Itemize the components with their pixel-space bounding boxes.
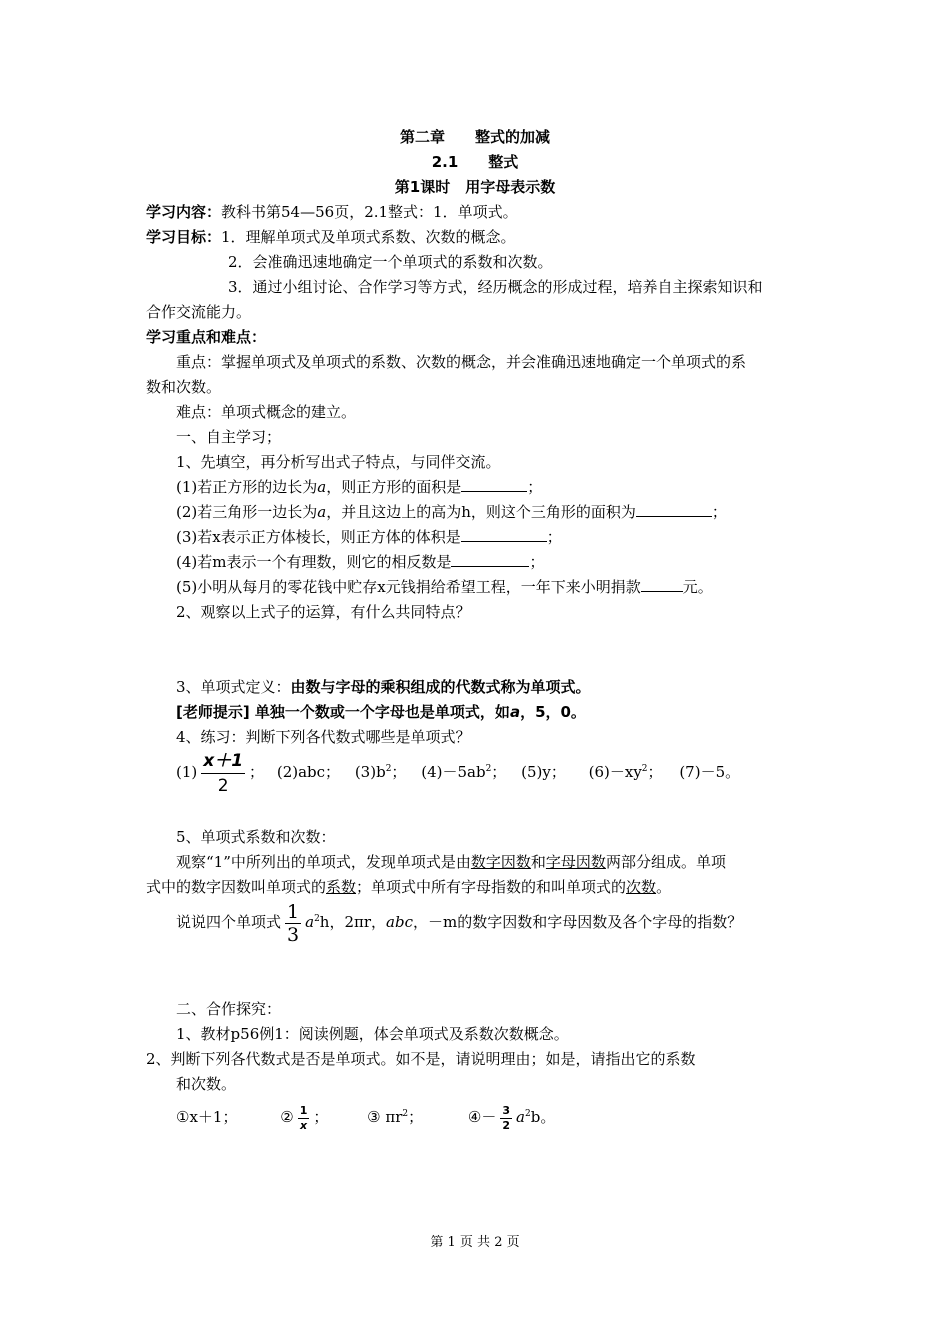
monomial-definition: 由数与字母的乘积组成的代数式称为单项式。 (290, 678, 591, 696)
discussion-prompt: 说说四个单项式 $\frac{1}{3}$ $a^2h$，2πr，abc，－m的数字因数和字母因数及各个字母的指数？ (176, 900, 743, 946)
goal-1: 1．理解单项式及单项式系数、次数的概念。 (221, 228, 516, 246)
fill-item-3: (3)若x表示正方体棱长，则正方体的体积是 ； (176, 528, 562, 546)
answer-blank[interactable] (451, 552, 529, 567)
answer-blank[interactable] (461, 477, 527, 492)
teacher-tip: [老师提示] 单独一个数或一个字母也是单项式，如a，5，0。 (176, 703, 586, 721)
question-5: 5、单项式系数和次数： (176, 828, 336, 846)
observe-line1: 观察“1”中所列出的单项式，发现单项式是由数字因数和字母因数两部分组成。单项 (176, 853, 726, 871)
fill-item-4: (4)若m表示一个有理数，则它的相反数是 ； (176, 553, 545, 571)
lesson-title: 第1课时 用字母表示数 (394, 178, 556, 196)
fraction-one-over-x: $\frac{1}{x}$ (299, 1103, 308, 1132)
part2-question-1: 1、教材p56例1：阅读例题，体会单项式及系数次数概念。 (176, 1025, 569, 1043)
page-footer: 第 1 页 共 2 页 (430, 1235, 520, 1250)
learning-goals (146, 226, 516, 248)
answer-blank[interactable] (636, 502, 712, 517)
answer-blank[interactable] (641, 577, 683, 592)
goal-3-line2: 合作交流能力。 (146, 303, 252, 321)
exercise-list: (1) $\frac{x+1}{2}$ ； (2)abc； $(3)b^2$； $(4)-5ab^2$； (5)y； $(6)-xy^2$； (7)－5。 (176, 750, 741, 796)
fraction-three-halves: $\frac{3}{2}$ (502, 1103, 511, 1132)
answer-blank[interactable] (461, 527, 547, 542)
fill-item-2: (2)若三角形一边长为a，并且这边上的高为h，则这个三角形的面积为 ； (176, 503, 727, 521)
fill-item-1: (1)若正方形的边长为a，则正方形的面积是 ； (176, 478, 543, 496)
judge-list: ①x＋1； ② $\frac{1}{x}$ ； ③ $\pi r^2$； ④－ $\frac{3}{2}$ $a^2b$。 (176, 1103, 556, 1132)
fill-item-5: (5)小明从每月的零花钱中贮存x元钱捐给希望工程，一年下来小明捐款 元。 (176, 578, 713, 596)
question-3: 3、单项式定义：由数与字母的乘积组成的代数式称为单项式。 (176, 678, 591, 696)
chapter-title: 第二章 整式的加减 (399, 128, 550, 146)
difficulty: 难点：单项式概念的建立。 (176, 403, 357, 421)
content-text: 教科书第54—56页，2.1整式：1．单项式。 (221, 203, 518, 221)
fraction-x-plus-1-over-2: $\frac{x+1}{2}$ (203, 750, 244, 796)
goals-label: 学习目标： (146, 228, 222, 246)
goal-3-line1: 3．通过小组讨论、合作学习等方式，经历概念的形成过程，培养自主探索知识和 (228, 278, 763, 296)
keypoint-line1: 重点：掌握单项式及单项式的系数、次数的概念，并会准确迅速地确定一个单项式的系 (176, 353, 747, 371)
content-label: 学习内容： (146, 203, 222, 221)
question-2: 2、观察以上式子的运算，有什么共同特点？ (176, 603, 471, 621)
goal-2: 2．会准确迅速地确定一个单项式的系数和次数。 (228, 253, 553, 271)
keypoint-line2: 数和次数。 (146, 378, 222, 396)
part2-heading: 二、合作探究： (176, 1000, 282, 1018)
keypoints-label: 学习重点和难点： (146, 328, 267, 346)
part2-question-2-line2: 和次数。 (176, 1075, 237, 1093)
learning-content (146, 201, 518, 223)
fraction-one-third: $\frac{1}{3}$ (287, 900, 300, 946)
part1-heading: 一、自主学习； (176, 428, 282, 446)
observe-line2: 式中的数字因数叫单项式的系数；单项式中所有字母指数的和叫单项式的次数。 (146, 878, 672, 896)
question-4: 4、练习：判断下列各代数式哪些是单项式？ (176, 728, 471, 746)
part2-question-2-line1: 2、判断下列各代数式是否是单项式。如不是，请说明理由；如是，请指出它的系数 (146, 1050, 696, 1068)
question-1: 1、先填空，再分析写出式子特点，与同伴交流。 (176, 453, 501, 471)
section-title: 2.1 整式 (431, 153, 519, 171)
